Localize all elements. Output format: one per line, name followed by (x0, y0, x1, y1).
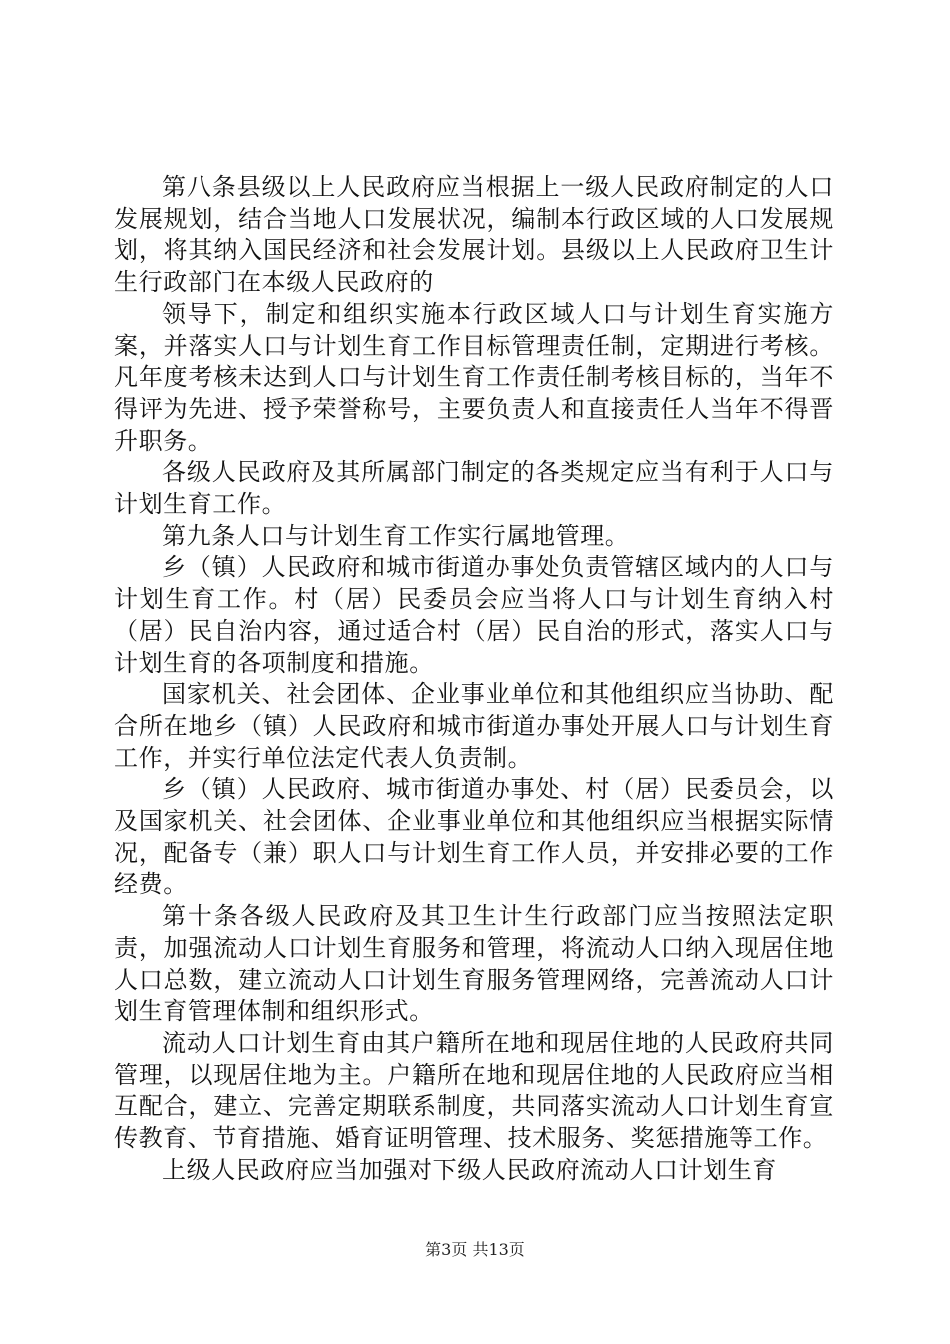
paragraph-staffing: 乡（镇）人民政府、城市街道办事处、村（居）民委员会，以及国家机关、社会团体、企业事业单位和其他组织应当根据实际情况，配备专（兼）职人口与计划生育工作人员，并安排必要的工作经费。 (114, 775, 834, 899)
paragraph-article-10: 第十条各级人民政府及其卫生计生行政部门应当按照法定职责，加强流动人口计划生育服务和管理，将流动人口纳入现居住地人口总数，建立流动人口计划生育服务管理网络，完善流动人口计划生育管理体制和组织形式。 (114, 902, 834, 1026)
paragraph-regulations: 各级人民政府及其所属部门制定的各类规定应当有利于人口与计划生育工作。 (114, 458, 834, 519)
paragraph-article-8-continued: 领导下，制定和组织实施本行政区域人口与计划生育实施方案，并落实人口与计划生育工作目标管理责任制，定期进行考核。凡年度考核未达到人口与计划生育工作责任制考核目标的，当年不得评为先进、授予荣誉称号，主要负责人和直接责任人当年不得晋升职务。 (114, 299, 834, 455)
paragraph-article-8: 第八条县级以上人民政府应当根据上一级人民政府制定的人口发展规划，结合当地人口发展状况，编制本行政区域的人口发展规划，将其纳入国民经济和社会发展计划。县级以上人民政府卫生计生行政部门在本级人民政府的 (114, 173, 834, 297)
paragraph-article-9: 第九条人口与计划生育工作实行属地管理。 (162, 521, 630, 550)
paragraph-township-duties: 乡（镇）人民政府和城市街道办事处负责管辖区域内的人口与计划生育工作。村（居）民委员会应当将人口与计划生育纳入村（居）民自治内容，通过适合村（居）民自治的形式，落实人口与计划生育的各项制度和措施。 (114, 553, 834, 677)
page-number-footer: 第3页 共13页 (425, 1240, 525, 1259)
paragraph-higher-government: 上级人民政府应当加强对下级人民政府流动人口计划生育 (162, 1155, 777, 1184)
paragraph-organizations-assist: 国家机关、社会团体、企业事业单位和其他组织应当协助、配合所在地乡（镇）人民政府和城市街道办事处开展人口与计划生育工作，并实行单位法定代表人负责制。 (114, 680, 834, 772)
document-body (114, 172, 834, 1187)
paragraph-joint-management: 流动人口计划生育由其户籍所在地和现居住地的人民政府共同管理，以现居住地为主。户籍所在地和现居住地的人民政府应当相互配合，建立、完善定期联系制度，共同落实流动人口计划生育宣传教育、节育措施、婚育证明管理、技术服务、奖惩措施等工作。 (114, 1028, 834, 1153)
